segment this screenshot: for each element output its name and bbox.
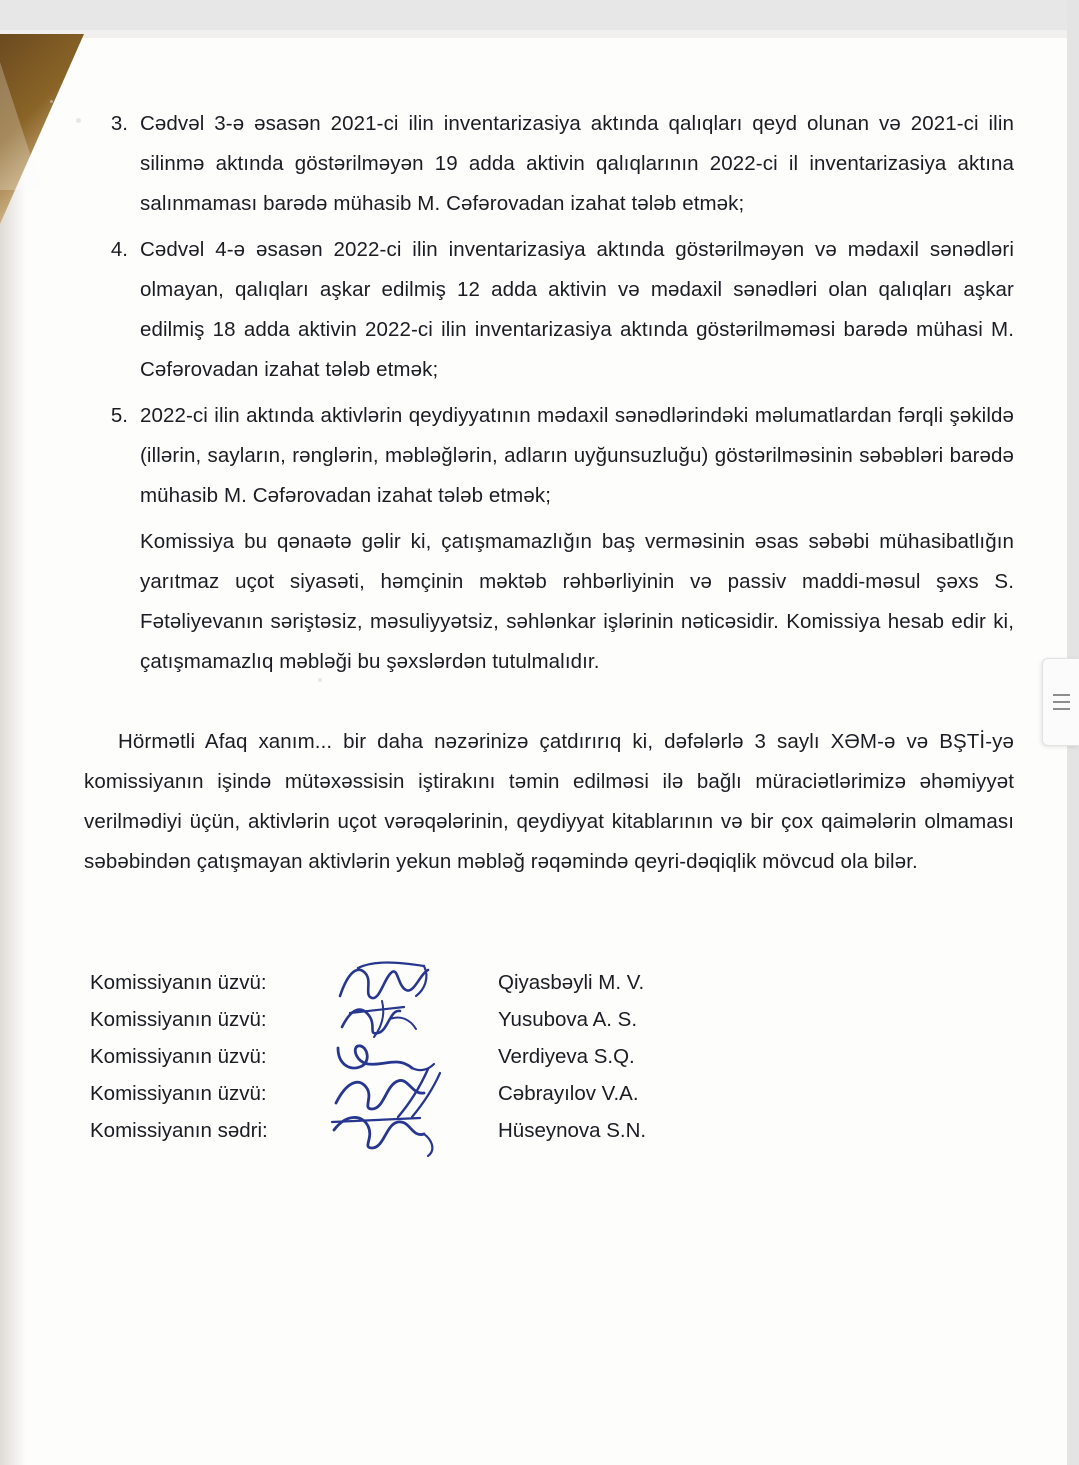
scan-speck bbox=[50, 100, 53, 103]
list-item-marker: 4. bbox=[110, 238, 128, 261]
document-body bbox=[84, 104, 1014, 1149]
signatory-name: Hüseynova S.N. bbox=[498, 1118, 647, 1142]
signature-row bbox=[90, 1001, 1014, 1038]
page-left-shadow bbox=[0, 38, 26, 1465]
signature-role: Komissiyanın üzvü: bbox=[90, 1081, 267, 1105]
list-item-text: 2022-ci ilin aktında aktivlərin qeydiyyatının mədaxil sənədlərindəki məlumatlardan fərqli şəkildə (illərin, sayların, rənglərin, məbləğlərin, adların uyğunsuzluğu) göstərilməsinin səbəbləri barədə mühasib M. Cəfərovadan izahat tələb etmək; bbox=[140, 404, 1014, 507]
conclusion-paragraph: Komissiya bu qənaətə gəlir ki, çatışmamazlığın baş verməsinin əsas səbəbi mühasibatlığın yarıtmaz uçot siyasəti, həmçinin məktəb rəhbərliyinin və passiv maddi-məsul şəxs S. Fətəliyevanın səriştəsiz, məsuliyyətsiz, səhlənkar işlərinin nəticəsidir. Komissiya hesab edir ki, çatışmamazlıq məbləği bu şəxslərdən tutulmalıdır. bbox=[140, 530, 1014, 673]
signatory-name: Cəbrayılov V.A. bbox=[498, 1081, 639, 1105]
scan-speck bbox=[76, 118, 81, 123]
signature-role: Komissiyanın üzvü: bbox=[90, 1044, 267, 1068]
list-item bbox=[84, 230, 1014, 390]
list-item-text: Cədvəl 3-ə əsasən 2021-ci ilin inventarizasiya aktında qalıqları qeyd olunan və 2021-ci ilin silinmə aktında göstərilməyən 19 adda aktivin qalıqlarının 2022-ci il inventarizasiya aktına salınmaması barədə mühasib M. Cəfərovadan izahat tələb etmək; bbox=[140, 112, 1014, 215]
list-item bbox=[84, 104, 1014, 224]
list-item-marker: 5. bbox=[110, 404, 128, 427]
signature-role: Komissiyanın üzvü: bbox=[90, 1007, 267, 1031]
signatory-name: Verdiyeva S.Q. bbox=[498, 1044, 635, 1068]
list-item-text: Cədvəl 4-ə əsasən 2022-ci ilin inventarizasiya aktında göstərilməyən və mədaxil sənədləri olmayan, qalıqları aşkar edilmiş 12 adda aktivin və mədaxil sənədləri olan qalıqları aşkar edilmiş 18 adda aktivin 2022-ci ilin inventarizasiya aktında göstərilməməsi barədə mühasi M. Cəfərovadan izahat tələb etmək; bbox=[140, 238, 1014, 381]
edge-toolbar-handle[interactable] bbox=[1042, 658, 1079, 746]
signatory-name: Qiyasbəyli M. V. bbox=[498, 970, 645, 994]
signature-row bbox=[90, 1075, 1014, 1112]
handwritten-signature-icon bbox=[336, 1112, 492, 1149]
menu-lines-icon bbox=[1053, 694, 1070, 710]
signature-row bbox=[90, 1112, 1014, 1149]
list-item-marker: 3. bbox=[110, 112, 128, 135]
closing-paragraph: Hörmətli Afaq xanım... bir daha nəzərinizə çatdırırıq ki, dəfələrlə 3 saylı XƏM-ə və BŞTİ-yə komissiyanın işində mütəxəssisin iştirakını təmin edilməsi ilə bağlı müraciətlərimizə əhəmiyyət verilmədiyi üçün, aktivlərin uçot vərəqələrinin, qeydiyyat kitablarının və bir çox qaimələrin olmaması səbəbindən çatışmayan aktivlərin yekun məbləğ rəqəmində qeyri-dəqiqlik mövcud ola bilər. bbox=[84, 730, 1014, 873]
scan-top-edge-highlight bbox=[0, 30, 1079, 38]
scan-top-edge bbox=[0, 0, 1079, 30]
signature-row bbox=[90, 1038, 1014, 1075]
signature-block bbox=[90, 964, 1014, 1149]
signatory-name: Yusubova A. S. bbox=[498, 1007, 638, 1031]
signature-role: Komissiyanın sədri: bbox=[90, 1118, 268, 1142]
list-item bbox=[84, 396, 1014, 516]
signature-role: Komissiyanın üzvü: bbox=[90, 970, 267, 994]
signature-row bbox=[90, 964, 1014, 1001]
numbered-list bbox=[84, 104, 1014, 516]
